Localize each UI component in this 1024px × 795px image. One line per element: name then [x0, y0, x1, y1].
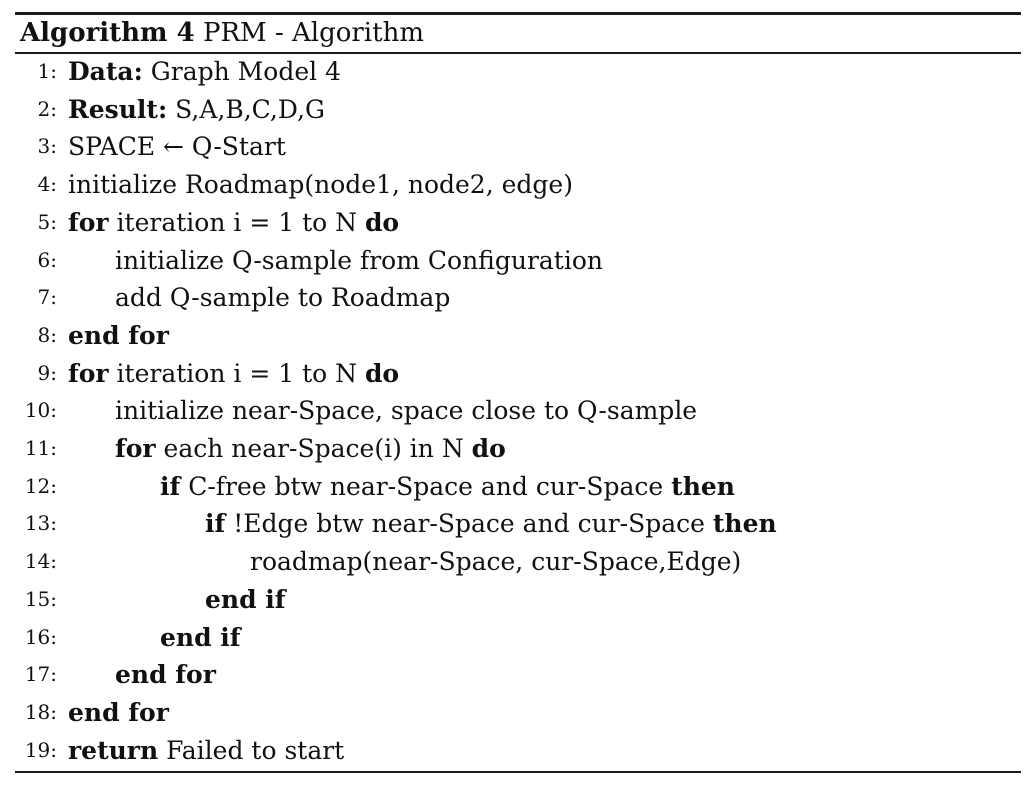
line-code	[205, 581, 286, 619]
line-number: 8:	[37, 322, 57, 347]
algorithm-line	[0, 543, 1024, 581]
keyword: Result:	[68, 94, 168, 124]
keyword: if	[205, 509, 226, 539]
line-code	[68, 317, 169, 355]
line-code	[68, 204, 399, 242]
keyword: for	[68, 207, 109, 237]
line-number: 1:	[37, 59, 57, 83]
algorithm-title: PRM - Algorithm	[202, 18, 424, 48]
algorithm-line	[0, 204, 1024, 242]
code-text: Graph Model 4	[142, 57, 341, 86]
code-text: initialize Q-sample from Configuration	[115, 245, 604, 275]
algorithm-line	[0, 581, 1024, 619]
algorithm-line	[0, 619, 1024, 657]
algorithm-line	[0, 732, 1024, 770]
code-text: !Edge btw near-Space and cur-Space	[225, 509, 713, 539]
keyword: end for	[68, 320, 169, 350]
line-code	[160, 619, 241, 657]
keyword: end if	[160, 622, 241, 652]
line-code	[68, 355, 399, 393]
code-text: SPACE ← Q-Start	[68, 132, 286, 162]
line-number: 19:	[24, 737, 57, 762]
code-text: each near-Space(i) in N	[155, 434, 472, 463]
line-number: 16:	[24, 624, 57, 649]
code-text: Failed to start	[158, 735, 345, 765]
algorithm-line	[0, 91, 1024, 129]
line-code	[205, 505, 777, 543]
line-number: 2:	[37, 96, 57, 121]
line-number: 10:	[24, 398, 57, 423]
line-code	[68, 694, 169, 732]
code-text: C-free btw near-Space and cur-Space	[180, 471, 672, 501]
keyword: if	[160, 471, 181, 501]
algorithm-line	[0, 505, 1024, 543]
line-code	[115, 279, 450, 317]
line-code	[115, 430, 506, 468]
line-code	[68, 91, 325, 129]
algorithm-line	[0, 694, 1024, 732]
line-code	[160, 468, 735, 506]
line-code	[68, 732, 344, 770]
algorithm-line	[0, 242, 1024, 280]
keyword: do	[471, 434, 506, 463]
line-number: 9:	[37, 360, 57, 385]
line-number: 17:	[24, 662, 57, 687]
algorithm-line	[0, 355, 1024, 393]
algorithm-caption	[20, 14, 424, 52]
line-code	[68, 53, 341, 91]
keyword: end for	[68, 697, 169, 727]
algorithm-line	[0, 430, 1024, 468]
keyword: Data:	[68, 57, 143, 86]
line-number: 5:	[37, 209, 57, 234]
line-number: 7:	[37, 285, 57, 310]
algorithm-line	[0, 166, 1024, 204]
algorithm-body	[0, 53, 1024, 769]
code-text: roadmap(near-Space, cur-Space,Edge)	[250, 547, 742, 577]
keyword: then	[712, 509, 777, 539]
line-number: 15:	[24, 586, 57, 611]
keyword: do	[364, 207, 400, 237]
algorithm-line	[0, 128, 1024, 166]
code-text: S,A,B,C,D,G	[167, 94, 325, 124]
code-text: initialize Roadmap(node1, node2, edge)	[68, 170, 573, 200]
algorithm-line	[0, 317, 1024, 355]
keyword: end if	[205, 584, 286, 614]
line-code	[115, 656, 216, 694]
algorithm-line	[0, 392, 1024, 430]
line-code	[68, 128, 286, 166]
line-number: 4:	[37, 172, 57, 197]
line-number: 6:	[37, 247, 57, 272]
bottom-rule	[15, 771, 1021, 773]
keyword: for	[68, 358, 109, 388]
code-text: iteration i = 1 to N	[108, 207, 365, 237]
line-number: 3:	[37, 134, 57, 159]
line-number: 13:	[24, 511, 57, 536]
line-number: 12:	[24, 473, 57, 498]
line-number: 11:	[24, 436, 57, 460]
keyword: end for	[115, 660, 216, 690]
keyword: return	[68, 735, 159, 765]
algorithm-line	[0, 468, 1024, 506]
code-text: initialize near-Space, space close to Q-sample	[115, 396, 698, 426]
line-code	[115, 392, 697, 430]
code-text: iteration i = 1 to N	[108, 358, 365, 388]
algorithm-label: Algorithm 4	[20, 18, 195, 48]
algorithm-line	[0, 53, 1024, 91]
algorithm-line	[0, 656, 1024, 694]
algorithm-line	[0, 279, 1024, 317]
keyword: for	[115, 434, 156, 463]
line-code	[68, 166, 573, 204]
code-text: add Q-sample to Roadmap	[115, 283, 451, 313]
line-code	[250, 543, 741, 581]
line-number: 14:	[24, 549, 57, 574]
line-number: 18:	[24, 699, 57, 724]
keyword: then	[671, 471, 735, 501]
keyword: do	[364, 358, 400, 388]
line-code	[115, 242, 603, 280]
